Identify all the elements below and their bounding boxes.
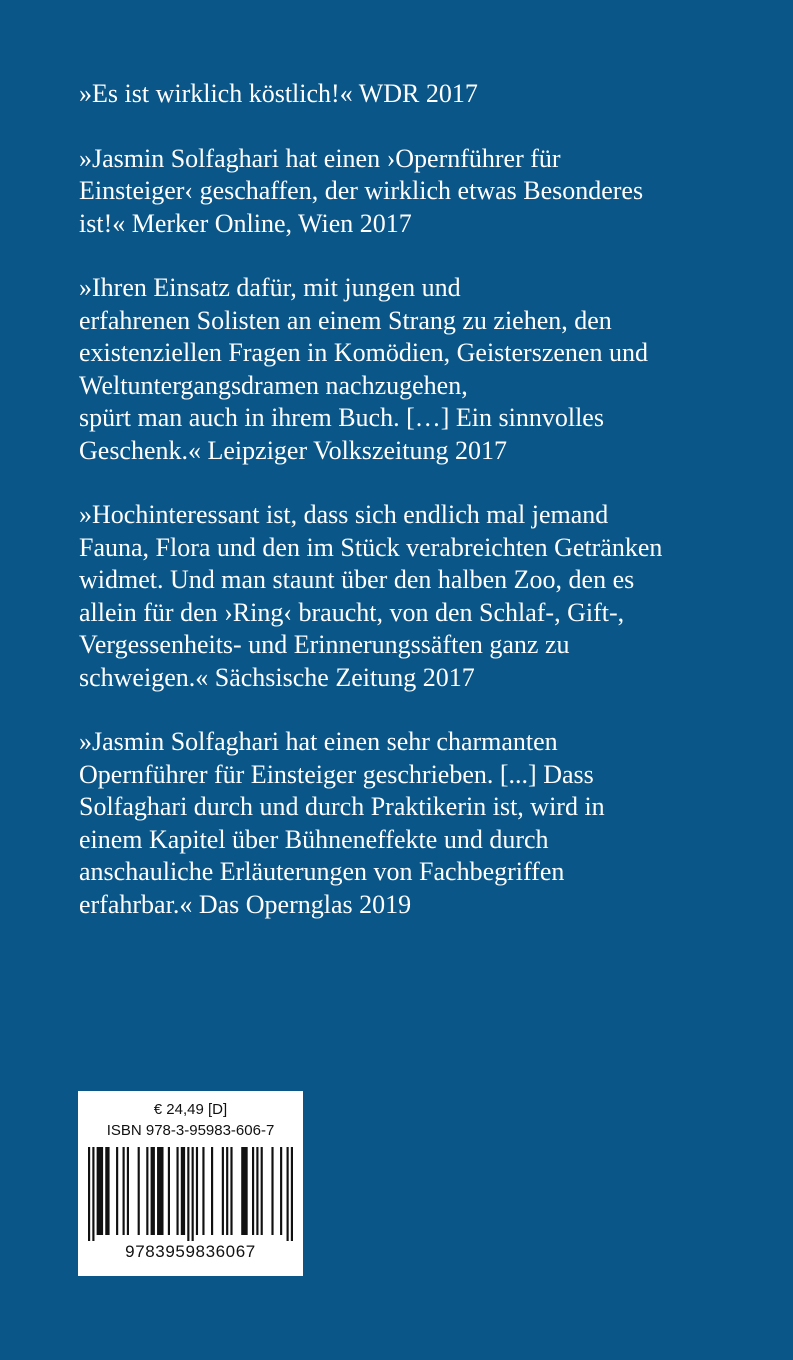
barcode-bar [252,1147,254,1235]
barcode-bar [116,1147,118,1235]
quote-line: Geschenk.« Leipziger Volkszeitung 2017 [79,435,507,465]
quote-line: erfahrenen Solisten an einem Strang zu ziehen, den [79,305,612,335]
quote-line: »Jasmin Solfaghari hat einen sehr charmanten [79,727,558,756]
barcode-bar [287,1147,289,1241]
barcode-digits: 9783959836067 [125,1242,256,1261]
barcode-bar [291,1147,293,1241]
barcode-bar [202,1147,204,1235]
quote-line: schweigen.« Sächsische Zeitung 2017 [79,662,475,692]
review-quote [79,78,759,111]
barcode-bar [181,1147,185,1235]
barcode-bar [97,1147,103,1235]
review-quote [79,499,759,694]
barcode-bar [280,1147,282,1235]
barcode-bar [138,1147,140,1235]
review-quote [79,272,759,467]
barcode-bar [157,1147,163,1235]
quote-line: einem Kapitel über Bühneneffekte und durch [79,824,549,854]
barcode-bar [92,1147,94,1241]
barcode-label [78,1091,303,1276]
quote-line: Solfaghari durch und durch Praktikerin ist, wird in [79,792,605,821]
barcode-bar [168,1147,170,1235]
quote-line: Opernführer für Einsteiger geschrieben. [...] Dass [79,759,594,789]
barcode-bar [256,1147,258,1235]
barcode-bar [222,1147,224,1235]
barcode-bar [176,1147,178,1235]
barcode-bar [127,1147,129,1235]
barcode-bar [146,1147,148,1235]
barcode-bar [226,1147,228,1235]
barcode-bar [105,1147,109,1235]
quote-line: Fauna, Flora und den im Stück verabreichten Getränken [79,532,663,562]
isbn-text: ISBN 978-3-95983-606-7 [106,1122,275,1139]
review-quote [79,143,759,241]
barcode-bar [123,1147,125,1235]
barcode-bars [88,1147,293,1241]
quote-line: anschauliche Erläuterungen von Fachbegriffen [79,857,565,886]
review-quotes [79,78,759,953]
quote-line: »Es ist wirklich köstlich!« WDR 2017 [79,79,478,108]
quote-line: »Ihren Einsatz dafür, mit jungen und [79,273,461,302]
barcode-bar [241,1147,247,1235]
barcode-bar [151,1147,155,1235]
barcode-bar [230,1147,232,1235]
barcode-bar [211,1147,213,1235]
quote-line: Vergessenheits- und Erinnerungssäften ganz zu [79,630,570,659]
review-quote [79,726,759,921]
quote-line: »Jasmin Solfaghari hat einen ›Opernführer für [79,143,561,173]
barcode-bar [187,1147,189,1241]
quote-line: »Hochinteressant ist, dass sich endlich mal jemand [79,500,609,529]
quote-line: erfahrbar.« Das Opernglas 2019 [79,889,412,919]
quote-line: ist!« Merker Online, Wien 2017 [79,208,412,238]
quote-line: widmet. Und man staunt über den halben Zoo, den es [79,565,635,594]
barcode-bar [261,1147,263,1235]
quote-line: Einsteiger‹ geschaffen, der wirklich etwas Besonderes [79,176,644,205]
price-text: € 24,49 [D] [153,1101,228,1118]
barcode-bar [88,1147,90,1241]
barcode-bar [271,1147,273,1235]
quote-line: Weltuntergangsdramen nachzugehen, [79,370,468,400]
quote-line: spürt man auch in ihrem Buch. […] Ein sinnvolles [79,403,604,432]
barcode-bar [196,1147,198,1235]
barcode-bar [192,1147,194,1241]
quote-line: existenziellen Fragen in Komödien, Geisterszenen und [79,338,648,367]
quote-line: allein für den ›Ring‹ braucht, von den Schlaf-, Gift-, [79,597,625,627]
